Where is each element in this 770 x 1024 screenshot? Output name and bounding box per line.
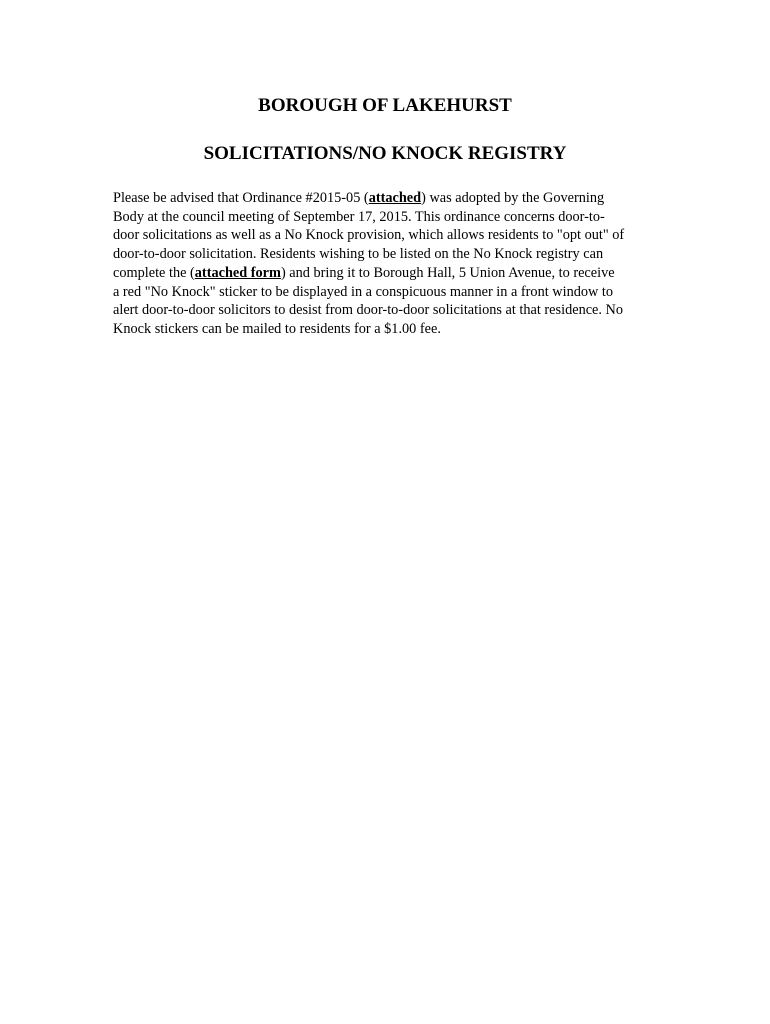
body-line-8: Knock stickers can be mailed to residents for a $1.00 fee. [113,320,441,337]
page-title: BOROUGH OF LAKEHURST [258,95,512,116]
body-line-5-start: complete the ( [113,264,195,281]
body-line-3: door solicitations as well as a No Knock provision, which allows residents to "opt out" of [113,227,625,244]
page-subtitle: SOLICITATIONS/NO KNOCK REGISTRY [203,143,567,164]
body-line-1 [113,189,673,208]
body-line-2: Body at the council meeting of September 17, 2015. This ordinance concerns door-to- [113,208,605,225]
body-line-6: a red "No Knock" sticker to be displayed in a conspicuous manner in a front window to [113,283,614,300]
body-line-5 [113,264,673,283]
body-line-5-end: ) and bring it to Borough Hall, 5 Union Avenue, to receive [280,264,615,281]
body-line-7: alert door-to-door solicitors to desist from door-to-door solicitations at that residence. No [113,302,624,319]
attached-ordinance-link[interactable]: attached [368,190,422,206]
body-line-4: door-to-door solicitation. Residents wishing to be listed on the No Knock registry can [113,246,604,263]
body-line-1-end: ) was adopted by the Governing [421,190,605,206]
body-line-1-start: Please be advised that Ordinance #2015-05 ( [113,190,369,206]
body-paragraph [113,189,673,339]
attached-form-link[interactable]: attached form [194,264,281,281]
